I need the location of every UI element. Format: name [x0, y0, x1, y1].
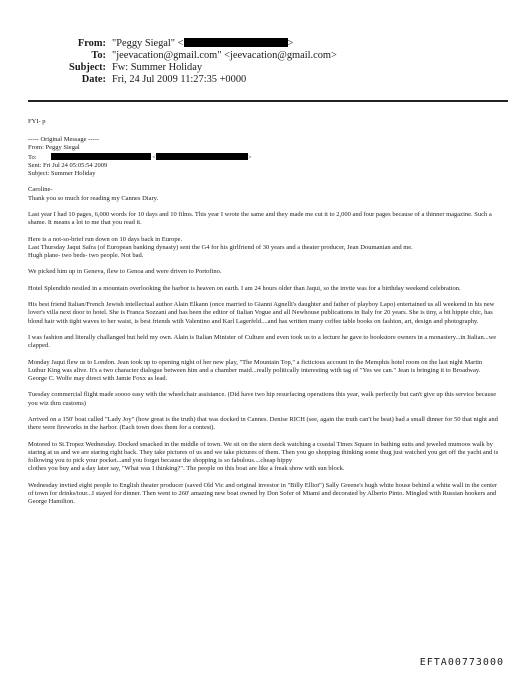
orig-to: To: < > — [28, 153, 252, 161]
paragraph-line: clothes you buy and a day later say, "What was I thinking?". The people on this boat are like a freak show with sun block. — [28, 465, 345, 473]
paragraph-line: Last Thursday Jaqui Safra (of European banking dynasty) sent the G4 for his girlfriend of 30 years and a theater producer, Jean Doumanian and me. — [28, 243, 413, 251]
paragraph: His best friend Italian/French Jewish intellectual author Alain Elkann (once married to Gianni Agnelli's daughter and father of playboy Lapo) entertained us all weekend in his new lover's villa next door to hotel. She is Franca Sozzani and has been the editor of Italian Vogue and all Newhouse publications in Italy for 20 years. She is tiny, a bit hippie chic, has blond hair with tight waves to her waist, is best friends with Valentino and Karl Lagerfeld....and has written many coffee table books on fashion, art, design and photography. — [28, 301, 495, 325]
greeting: Caroline- — [28, 186, 53, 194]
orig-divider: ----- Original Message ----- — [28, 136, 99, 144]
from-value: "Peggy Siegal" < > — [112, 38, 294, 49]
subject-value: Fw: Summer Holiday — [112, 62, 203, 73]
paragraph-line: Hugh plane- two beds- two people. Not bad. — [28, 252, 144, 259]
document-id: EFTA00773000 — [419, 657, 504, 668]
greeting-block — [28, 186, 500, 202]
header-divider — [28, 100, 508, 102]
date-value: Fri, 24 Jul 2009 11:27:35 +0000 — [112, 74, 247, 85]
subject-label: Subject: — [69, 62, 106, 73]
email-body — [28, 118, 500, 514]
paragraph-group — [28, 441, 500, 474]
redaction-bar — [51, 153, 151, 160]
paragraph-line: Motored to St.Tropez Wednesday. Docked smacked in the middle of town. We sit on the stern deck watching a coastal Times Square in bathing suits and jeweled mumoos walk by staring at us and we are staring right back. They take pictures of us and we take pictures of them. Then you go shopping thinking some thug just watched you get off the yacht and is following you to pick your pocket...and you forget because the shopping is so fabulous....cheap hippy — [28, 440, 499, 464]
paragraph-line: Here is a not-so-brief run down on 10 days back in Europe. — [28, 235, 183, 243]
orig-subject: Subject: Summer Holiday — [28, 170, 96, 178]
orig-sent: Sent: Fri Jul 24 05:05:54 2009 — [28, 161, 108, 169]
redaction-bar — [184, 38, 288, 47]
paragraph: We picked him up in Geneva, flew to Genoa and were driven to Portofino. — [28, 268, 222, 276]
paragraph: Monday Jaqui flew us to London. Jean took up to opening night of her new play, "The Mountain Top," a ficticious account in the Memphis hotel room on the last night Martin Luthur King was alive. It's a two character dialogue between him and a chamber maid...really politically interesting with tag of "Yes we can." Jean is bringing it to Broadway. George C. Wolfe may direct with Jamie Foxx as lead. — [28, 358, 483, 382]
paragraph: Tuesday commercial flight made soooo easy with the wheelchair assistance. (Did have two hip resurfacing operations this year, walk perfectly but can't give up this service because you wiz thru customs) — [28, 391, 497, 407]
paragraph: Hotel Splendido nestled in a mountain overlooking the harbor is heaven on earth. I am 24 hours older than Jaqui, so the invite was for a birthday weekend celebration. — [28, 284, 461, 292]
from-label: From: — [77, 38, 106, 49]
paragraph-group — [28, 236, 500, 261]
original-message-block — [28, 136, 500, 178]
paragraph: Wednesday invited eight people to English theater producer (saved Old Vic and original investor in "Billy Elliot") Sally Greene's hugh white house behind a white wall in the center of town for drinks/tour...I stayed for dinner. Then went to 260' amazing new boat owned by Don Sofer of Miami and decorated by Alberto Pinto. Mingled with Russian hookers and George Hamilton. — [28, 481, 497, 505]
to-value: "jeevacation@gmail.com" <jeevacation@gmail.com> — [112, 50, 337, 61]
redaction-bar — [156, 153, 248, 160]
to-label: To: — [91, 50, 106, 61]
paragraph: Arrived on a 150' boat called "Lady Joy" (how great is the truth) that was docked in Cannes. Denise RICH (see, again the truth can't be beat) had a small dinner for 50 that night and there were fireworks in the harbor. (Each town does them for a contest). — [28, 415, 498, 432]
thanks-line: Thank you so much for reading my Cannes Diary. — [28, 194, 159, 202]
paragraph: Last year I had 10 pages, 6,000 words for 10 days and 10 films. This year I wrote the same and they made me cut it to 2,000 and four pages because of a thinner magazine. Such a shame. It means a lot to me that you read it. — [28, 211, 492, 227]
date-label: Date: — [81, 74, 106, 85]
fyi-line: FYI- p — [28, 118, 46, 125]
paragraph: I was fashion and literally challanged but held my own. Alain is Italian Minister of Culture and even took us to a lecture he gave to bookstore owners in a monastery...in Italian...we clapped. — [28, 333, 497, 350]
orig-from: From: Peggy Siegal — [28, 144, 80, 152]
